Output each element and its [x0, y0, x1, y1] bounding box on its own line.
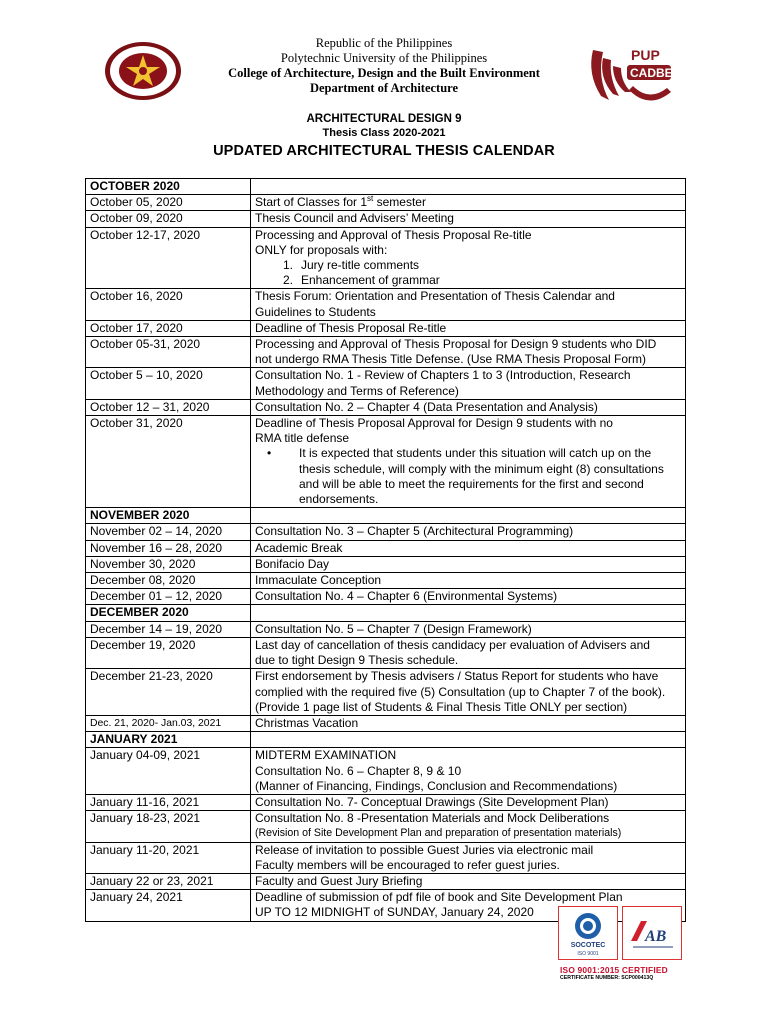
table-row — [86, 621, 686, 637]
document-header — [0, 36, 768, 96]
activity-text: complied with the required five (5) Consultation (up to Chapter 7 of the book). — [255, 684, 666, 699]
row-activity — [251, 368, 686, 399]
row-activity: Consultation No. 2 – Chapter 4 (Data Presentation and Analysis) — [251, 399, 686, 415]
row-date: January 11-20, 2021 — [86, 842, 251, 873]
table-row — [86, 605, 686, 621]
table-row — [86, 637, 686, 668]
month-blank-cell — [251, 508, 686, 524]
table-row — [86, 748, 686, 795]
numbered-item: 1. Jury re-title comments — [283, 258, 420, 273]
row-activity — [251, 337, 686, 368]
activity-text: Start of Classes for 1 — [255, 195, 368, 210]
row-activity: Bonifacio Day — [251, 556, 686, 572]
certificate-number: CERTIFICATE NUMBER: SCP000413Q — [560, 975, 654, 981]
bullet-icon: • — [267, 446, 272, 461]
header-department: Department of Architecture — [309, 81, 459, 95]
table-row — [86, 540, 686, 556]
table-row — [86, 732, 686, 748]
row-date: October 31, 2020 — [86, 416, 251, 508]
course-title: ARCHITECTURAL DESIGN 9 — [306, 113, 462, 125]
row-activity — [251, 637, 686, 668]
activity-text: Processing and Approval of Thesis Proposal Re-title — [255, 227, 532, 242]
row-date: December 01 – 12, 2020 — [86, 589, 251, 605]
bullet-item — [255, 446, 681, 507]
row-activity — [251, 669, 686, 716]
row-activity: Christmas Vacation — [251, 715, 686, 731]
activity-text: Consultation No. 1 - Review of Chapters 1 to 3 (Introduction, Research — [255, 368, 631, 383]
row-activity — [251, 416, 686, 508]
activity-text: Processing and Approval of Thesis Proposal for Design 9 students who DID — [255, 337, 657, 352]
row-activity — [251, 195, 686, 211]
row-date: January 11-16, 2021 — [86, 794, 251, 810]
row-date: November 16 – 28, 2020 — [86, 540, 251, 556]
row-date: Dec. 21, 2020- Jan.03, 2021 — [86, 715, 251, 731]
row-date: October 16, 2020 — [86, 289, 251, 320]
activity-text: Thesis Forum: Orientation and Presentation of Thesis Calendar and — [255, 289, 615, 304]
activity-text: ONLY for proposals with: — [255, 242, 388, 257]
activity-text: semester — [373, 195, 426, 210]
iab-text: AB — [645, 928, 667, 945]
table-row — [86, 715, 686, 731]
bullet-text: thesis schedule, will comply with the minimum eight (8) consultations — [299, 461, 664, 476]
month-blank-cell — [251, 605, 686, 621]
activity-text: Consultation No. 8 -Presentation Materials and Mock Deliberations — [255, 811, 610, 826]
table-row — [86, 873, 686, 889]
row-date: October 05, 2020 — [86, 195, 251, 211]
table-row — [86, 842, 686, 873]
table-row — [86, 589, 686, 605]
numbered-item-text: Jury re-title comments — [301, 258, 420, 273]
activity-text: UP TO 12 MIDNIGHT of SUNDAY, January 24, 2020 — [255, 905, 534, 920]
row-activity — [251, 842, 686, 873]
iab-logo — [622, 906, 682, 960]
table-row — [86, 524, 686, 540]
numbered-item-text: Enhancement of grammar — [301, 273, 440, 288]
month-blank-cell — [251, 732, 686, 748]
row-activity: Faculty and Guest Jury Briefing — [251, 873, 686, 889]
class-title: Thesis Class 2020-2021 — [322, 127, 446, 139]
row-date: November 02 – 14, 2020 — [86, 524, 251, 540]
activity-text: Faculty members will be encouraged to refer guest juries. — [255, 857, 560, 872]
activity-text: Methodology and Terms of Reference) — [255, 383, 459, 398]
activity-text: due to tight Design 9 Thesis schedule. — [255, 653, 459, 668]
table-row — [86, 669, 686, 716]
calendar-title: UPDATED ARCHITECTURAL THESIS CALENDAR — [213, 143, 555, 159]
activity-text: (Provide 1 page list of Students & Final Thesis Title ONLY per section) — [255, 699, 628, 714]
row-activity: Consultation No. 4 – Chapter 6 (Environmental Systems) — [251, 589, 686, 605]
table-row — [86, 211, 686, 227]
row-activity — [251, 811, 686, 842]
activity-text: Consultation No. 6 – Chapter 8, 9 & 10 — [255, 763, 462, 778]
row-date: January 24, 2021 — [86, 890, 251, 921]
row-activity: Consultation No. 5 – Chapter 7 (Design Framework) — [251, 621, 686, 637]
row-date: January 04-09, 2021 — [86, 748, 251, 795]
activity-subtext: (Revision of Site Development Plan and preparation of presentation materials) — [255, 827, 622, 840]
row-date: January 18-23, 2021 — [86, 811, 251, 842]
logo-cadbe-text: CADBE — [630, 66, 673, 80]
table-row — [86, 508, 686, 524]
header-college: College of Architecture, Design and the Built Environment — [228, 66, 540, 80]
activity-text: Deadline of Thesis Proposal Approval for Design 9 students with no — [255, 416, 613, 431]
table-row — [86, 368, 686, 399]
table-row — [86, 399, 686, 415]
document-titles — [0, 112, 768, 160]
row-date: December 08, 2020 — [86, 573, 251, 589]
row-date: October 12 – 31, 2020 — [86, 399, 251, 415]
activity-text: First endorsement by Thesis advisers / Status Report for students who have — [255, 669, 659, 684]
bullet-text: It is expected that students under this situation will catch up on the — [299, 446, 652, 461]
table-row — [86, 573, 686, 589]
row-activity: Consultation No. 7- Conceptual Drawings (Site Development Plan) — [251, 794, 686, 810]
row-activity — [251, 227, 686, 289]
certification-block — [558, 906, 682, 981]
month-heading: JANUARY 2021 — [86, 732, 251, 748]
activity-text: RMA title defense — [255, 431, 350, 446]
row-activity: Consultation No. 3 – Chapter 5 (Architectural Programming) — [251, 524, 686, 540]
row-date: November 30, 2020 — [86, 556, 251, 572]
row-date: October 5 – 10, 2020 — [86, 368, 251, 399]
socotec-text: SOCOTEC — [570, 942, 606, 949]
activity-text: not undergo RMA Thesis Title Defense. (Use RMA Thesis Proposal Form) — [255, 352, 647, 367]
row-date: December 14 – 19, 2020 — [86, 621, 251, 637]
activity-text: Last day of cancellation of thesis candidacy per evaluation of Advisers and — [255, 637, 650, 652]
header-university: Polytechnic University of the Philippines — [280, 51, 488, 65]
socotec-logo — [558, 906, 618, 960]
row-date: October 05-31, 2020 — [86, 337, 251, 368]
header-republic: Republic of the Philippines — [315, 36, 453, 50]
thesis-calendar-table — [85, 178, 686, 922]
row-activity — [251, 748, 686, 795]
row-activity: Immaculate Conception — [251, 573, 686, 589]
month-heading: NOVEMBER 2020 — [86, 508, 251, 524]
bullet-text: and will be able to meet the requirements for the first and second — [299, 476, 644, 491]
iso-certified-label: ISO 9001:2015 CERTIFIED — [560, 965, 668, 975]
month-heading: DECEMBER 2020 — [86, 605, 251, 621]
row-date: January 22 or 23, 2021 — [86, 873, 251, 889]
row-activity — [251, 289, 686, 320]
activity-text: Guidelines to Students — [255, 304, 376, 319]
superscript: st — [367, 194, 374, 204]
row-date: October 17, 2020 — [86, 320, 251, 336]
bullet-text: endorsements. — [299, 492, 379, 507]
table-row — [86, 556, 686, 572]
table-row — [86, 195, 686, 211]
activity-text: Deadline of submission of pdf file of book and Site Development Plan — [255, 890, 623, 905]
table-row — [86, 337, 686, 368]
table-row — [86, 320, 686, 336]
row-activity: Thesis Council and Advisers’ Meeting — [251, 211, 686, 227]
table-row — [86, 811, 686, 842]
logo-pup-text: PUP — [631, 47, 660, 63]
row-date: October 12-17, 2020 — [86, 227, 251, 289]
row-activity: Deadline of Thesis Proposal Re-title — [251, 320, 686, 336]
row-date: October 09, 2020 — [86, 211, 251, 227]
table-row — [86, 289, 686, 320]
table-row — [86, 416, 686, 508]
activity-text: MIDTERM EXAMINATION — [255, 748, 397, 763]
row-date: December 21-23, 2020 — [86, 669, 251, 716]
socotec-sub-text: ISO 9001 — [577, 951, 599, 957]
table-row — [86, 227, 686, 289]
numbered-item: 2. Enhancement of grammar — [283, 273, 440, 288]
row-date: December 19, 2020 — [86, 637, 251, 668]
row-activity: Academic Break — [251, 540, 686, 556]
month-heading: OCTOBER 2020 — [86, 179, 251, 195]
table-row — [86, 794, 686, 810]
activity-text: Release of invitation to possible Guest Juries via electronic mail — [255, 842, 594, 857]
table-row — [86, 179, 686, 195]
month-blank-cell — [251, 179, 686, 195]
activity-text: (Manner of Financing, Findings, Conclusion and Recommendations) — [255, 778, 618, 793]
